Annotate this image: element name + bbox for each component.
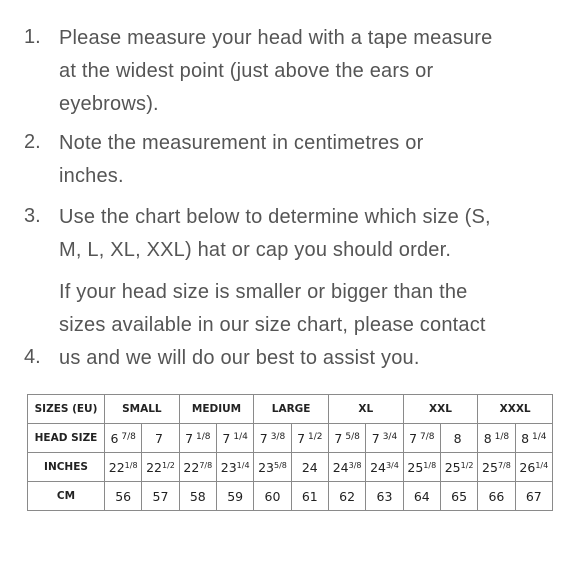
cm-cell: 66	[478, 482, 515, 511]
head-size-cell	[105, 424, 142, 453]
table-row	[28, 395, 553, 424]
instruction-line: If your head size is smaller or bigger than the	[59, 281, 468, 303]
cm-cell: 64	[403, 482, 440, 511]
head-size-cell	[179, 424, 216, 453]
head-size-cell	[328, 424, 365, 453]
size-name-cell: XXXL	[478, 395, 553, 424]
value-whole: 25	[407, 459, 424, 475]
value-fraction: 1/8	[494, 431, 510, 442]
inches-cell	[403, 453, 440, 482]
value-whole: 7	[259, 430, 268, 446]
value-whole: 7	[334, 430, 343, 446]
cm-cell: 65	[440, 482, 477, 511]
value-fraction: 1/4	[236, 460, 250, 470]
value-whole: 7	[371, 430, 380, 446]
row-header: CM	[28, 482, 105, 511]
head-size-cell	[440, 424, 477, 453]
inches-cell	[366, 453, 403, 482]
inches-cell	[105, 453, 142, 482]
row-header: SIZES (EU)	[28, 395, 105, 424]
head-size-cell	[403, 424, 440, 453]
value-whole: 23	[220, 459, 237, 475]
cm-cell: 62	[328, 482, 365, 511]
value-fraction: 3/4	[385, 460, 399, 470]
value-fraction: 1/2	[308, 431, 323, 442]
table-row	[28, 453, 553, 482]
cm-cell: 57	[142, 482, 179, 511]
value-fraction: 7/8	[420, 431, 435, 442]
size-name-cell: XXL	[403, 395, 478, 424]
value-fraction: 1/4	[535, 460, 549, 470]
cm-cell: 60	[254, 482, 291, 511]
value-whole: 8	[521, 430, 530, 446]
value-fraction: 1/2	[162, 460, 175, 470]
size-name-cell: LARGE	[254, 395, 329, 424]
inches-cell	[142, 453, 179, 482]
value-fraction: 7/8	[121, 431, 136, 442]
instruction-text	[59, 22, 559, 121]
instruction-line: sizes available in our size chart, please contact	[59, 314, 486, 336]
cm-cell: 58	[179, 482, 216, 511]
cm-cell: 61	[291, 482, 328, 511]
value-whole: 8	[483, 430, 492, 446]
value-whole: 22	[108, 459, 125, 475]
head-size-cell	[291, 424, 328, 453]
instruction-line: at the widest point (just above the ears or	[59, 60, 434, 82]
instruction-line: M, L, XL, XXL) hat or cap you should order.	[59, 239, 452, 261]
value-whole: 7	[185, 430, 194, 446]
inches-cell	[515, 453, 552, 482]
value-fraction: 1/2	[460, 460, 474, 470]
value-whole: 7	[409, 430, 418, 446]
value-fraction: 1/8	[423, 460, 437, 470]
instruction-number: 1.	[24, 26, 41, 48]
cm-cell: 67	[515, 482, 552, 511]
inches-cell	[216, 453, 253, 482]
value-fraction: 7/8	[199, 460, 213, 470]
value-whole: 24	[301, 459, 318, 475]
value-whole: 26	[519, 459, 536, 475]
value-fraction: 7/8	[497, 460, 511, 470]
value-whole: 24	[332, 459, 349, 475]
head-size-cell	[142, 424, 179, 453]
value-whole: 24	[370, 459, 386, 475]
value-fraction: 5/8	[273, 460, 287, 470]
value-fraction: 1/8	[124, 460, 138, 470]
table-row	[28, 424, 553, 453]
row-header: HEAD SIZE	[28, 424, 105, 453]
value-whole: 23	[258, 459, 274, 475]
value-fraction: 3/8	[270, 431, 286, 442]
instruction-line: Please measure your head with a tape measure	[59, 27, 493, 49]
size-name-cell: XL	[328, 395, 403, 424]
value-fraction: 1/4	[532, 431, 547, 442]
value-fraction: 1/4	[233, 431, 248, 442]
inches-cell	[328, 453, 365, 482]
instruction-line: inches.	[59, 165, 124, 187]
head-size-cell	[478, 424, 515, 453]
value-whole: 25	[482, 459, 498, 475]
head-size-cell	[515, 424, 552, 453]
inches-cell	[254, 453, 291, 482]
inches-cell	[478, 453, 515, 482]
instruction-number: 4.	[24, 346, 41, 368]
value-whole: 22	[183, 459, 200, 475]
instruction-number: 3.	[24, 205, 41, 227]
head-size-cell	[366, 424, 403, 453]
cm-cell: 59	[216, 482, 253, 511]
instruction-text	[59, 201, 559, 267]
table-row	[28, 482, 553, 511]
instruction-number: 2.	[24, 131, 41, 153]
size-name-cell: SMALL	[105, 395, 180, 424]
inches-cell	[440, 453, 477, 482]
cm-cell: 63	[366, 482, 403, 511]
inches-cell	[179, 453, 216, 482]
row-header: INCHES	[28, 453, 105, 482]
instruction-text	[59, 127, 559, 193]
inches-cell	[291, 453, 328, 482]
cm-cell: 56	[105, 482, 142, 511]
value-whole: 6	[110, 430, 119, 446]
instruction-line: us and we will do our best to assist you.	[59, 347, 420, 369]
value-fraction: 5/8	[345, 431, 360, 442]
value-fraction: 3/8	[348, 460, 362, 470]
instruction-line: eyebrows).	[59, 93, 159, 115]
size-name-cell: MEDIUM	[179, 395, 254, 424]
head-size-cell	[254, 424, 291, 453]
instruction-text	[59, 276, 559, 375]
value-whole: 7	[155, 430, 163, 446]
value-whole: 7	[222, 430, 231, 446]
value-whole: 25	[444, 459, 461, 475]
instruction-line: Note the measurement in centimetres or	[59, 132, 424, 154]
value-whole: 7	[297, 430, 306, 446]
value-fraction: 3/4	[382, 431, 398, 442]
value-whole: 8	[453, 430, 462, 446]
size-chart-table	[27, 394, 553, 511]
instruction-line: Use the chart below to determine which size (S,	[59, 206, 491, 228]
value-whole: 22	[146, 459, 162, 475]
value-fraction: 1/8	[196, 431, 211, 442]
head-size-cell	[216, 424, 253, 453]
